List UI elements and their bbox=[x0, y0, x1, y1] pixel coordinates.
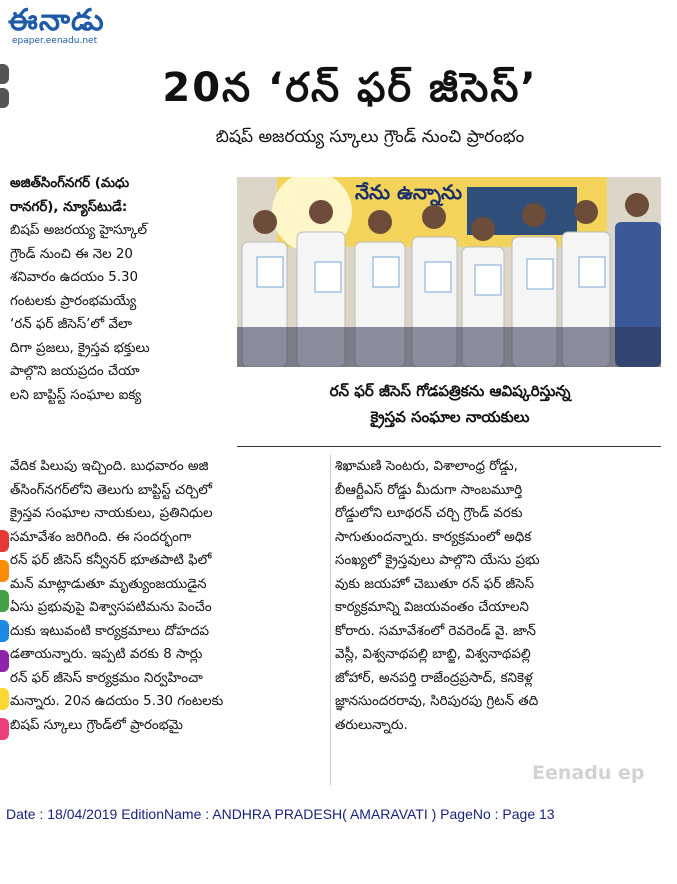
text-line: జ్ఞానసుందరరావు, సిరిపురపు గ్రిటన్ తది bbox=[335, 694, 539, 709]
edge-mark bbox=[0, 718, 9, 740]
edge-mark bbox=[0, 620, 9, 642]
text-line: డతాయన్నారు. ఇప్పటి వరకు 8 సార్లు bbox=[10, 647, 203, 662]
edge-mark bbox=[0, 88, 9, 108]
photo-banner-text: నేను ఉన్నాను bbox=[355, 180, 462, 204]
text-line: ఏసు ప్రభువుపై విశ్వాసపటిమను పెంచేం bbox=[10, 600, 212, 615]
page-footer: Date : 18/04/2019 EditionName : ANDHRA PRADESH( AMARAVATI ) PageNo : Page 13 bbox=[6, 806, 555, 822]
byline-line: అజిత్‌సింగ్‌నగర్ (మధు bbox=[10, 176, 130, 191]
column-divider bbox=[330, 455, 331, 785]
text-line: గంటలకు ప్రారంభమయ్యే bbox=[10, 293, 137, 309]
edge-mark bbox=[0, 64, 9, 84]
text-line: దిగా ప్రజలు, క్రైస్తవ భక్తులు bbox=[10, 340, 150, 356]
text-line: లని బాప్టిస్ట్ సంఘాల ఐక్య bbox=[10, 387, 142, 403]
text-line: రోడ్డులోని లూథరన్ చర్చి గ్రౌండ్ వరకు bbox=[335, 506, 523, 521]
text-line: కోరారు. సమావేశంలో రెవరెండ్ వై. జాన్ bbox=[335, 623, 536, 639]
text-line: శనివారం ఉదయం 5.30 bbox=[10, 270, 139, 285]
edge-mark bbox=[0, 688, 9, 710]
article-subheadline: బిషప్ అజరయ్య స్కూలు గ్రౌండ్ నుంచి ప్రారంభం bbox=[215, 127, 525, 147]
watermark: Eenadu ep bbox=[532, 762, 645, 784]
text-line: మన్నారు. 20న ఉదయం 5.30 గంటలకు bbox=[10, 694, 224, 709]
text-line: తరులున్నారు. bbox=[335, 717, 408, 733]
text-line: రన్ ఫర్ జీసెస్ కన్వీనర్ భూతపాటి ఫిలో bbox=[10, 553, 212, 568]
text-line: మన్ మాట్లాడుతూ మృత్యుంజయుడైన bbox=[10, 576, 207, 592]
edge-mark bbox=[0, 590, 9, 612]
edge-mark bbox=[0, 650, 9, 672]
byline-line: రానగర్), న్యూస్‌టుడే: bbox=[10, 199, 128, 215]
edge-mark bbox=[0, 530, 9, 552]
edge-mark bbox=[0, 560, 9, 582]
text-line: శిఖామణి సెంటరు, విశాలాంధ్ర రోడ్డు, bbox=[335, 459, 518, 474]
caption-line: రన్ ఫర్ జీసెస్ గోడపత్రికను ఆవిష్కరిస్తున్న bbox=[329, 382, 571, 400]
article-headline: 20న ‘రన్ ఫర్ జీసెస్’ bbox=[162, 65, 538, 111]
bottom-left-column bbox=[10, 455, 320, 737]
text-line: పాల్గొని జయప్రదం చేయా bbox=[10, 364, 140, 379]
text-line: సమావేశం జరిగింది. ఈ సందర్భంగా bbox=[10, 529, 192, 545]
text-line: త్‌సింగ్‌నగర్‌లోని తెలుగు బాప్టిస్ట్ చర్చిలో bbox=[10, 482, 213, 498]
right-column bbox=[335, 455, 665, 737]
text-line: కార్యక్రమాన్ని విజయవంతం చేయాలని bbox=[335, 600, 529, 615]
text-line: రన్ ఫర్ జీసెస్ కార్యక్రమం నిర్వహించా bbox=[10, 670, 203, 686]
text-line: సంఖ్యలో క్రైస్తవులు పాల్గొని యేసు ప్రభు bbox=[335, 553, 540, 568]
photo-illustration bbox=[237, 177, 661, 367]
eenadu-logo bbox=[8, 4, 148, 54]
text-line: వెస్లీ, విశ్వనాథపల్లి బాబ్జి, విశ్వనాథపల్లి bbox=[335, 647, 531, 662]
logo-text: ఈనాడు bbox=[8, 3, 105, 38]
divider bbox=[237, 446, 661, 447]
text-line: ‘రన్ ఫర్ జీసెస్’లో వేలా bbox=[10, 317, 132, 332]
text-line: క్రైస్తవ సంఘాల నాయకులు, ప్రతినిధుల bbox=[10, 506, 213, 521]
site-url: epaper.eenadu.net bbox=[12, 36, 98, 46]
text-line: దుకు ఇటువంటి కార్యక్రమాలు దోహదప bbox=[10, 623, 210, 639]
text-line: బిషప్ అజరయ్య హైస్కూల్ bbox=[10, 223, 147, 238]
text-line: జోహార్, అనపర్తి రాజేంద్రప్రసాద్, కనికెళ్ల bbox=[335, 670, 533, 686]
text-line: వేదిక పిలుపు ఇచ్చింది. బుధవారం అజి bbox=[10, 459, 209, 474]
text-line: బీఆర్టీఎస్ రోడ్డు మీదుగా సాంబమూర్తి bbox=[335, 482, 523, 498]
text-line: వుకు జయహో చెబుతూ రన్ ఫర్ జీసెస్ bbox=[335, 576, 535, 592]
text-line: బిషప్ స్కూలు గ్రౌండ్‌లో ప్రారంభమై bbox=[10, 717, 183, 733]
caption-line: క్రైస్తవ సంఘాల నాయకులు bbox=[370, 408, 530, 426]
photo-caption bbox=[245, 378, 655, 430]
left-column bbox=[10, 172, 230, 407]
article-photo bbox=[237, 177, 661, 367]
text-line: గ్రౌండ్ నుంచి ఈ నెల 20 bbox=[10, 246, 133, 262]
text-line: సాగుతుందన్నారు. కార్యక్రమంలో అధిక bbox=[335, 529, 532, 545]
